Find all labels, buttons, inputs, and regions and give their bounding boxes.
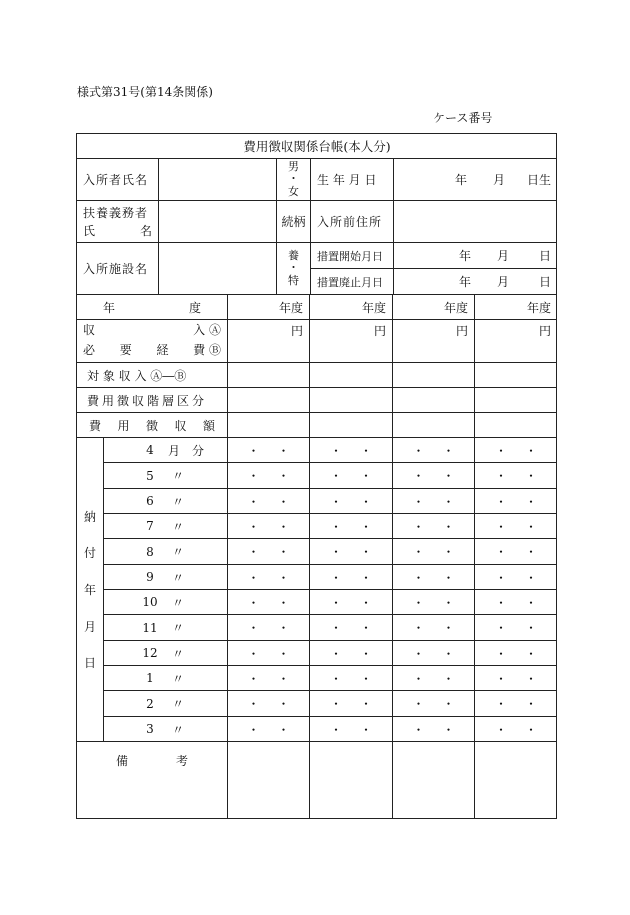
date-separator-dot: ・ [360, 595, 373, 610]
month-number: 12 [142, 646, 158, 660]
expense-label-2: 要 [119, 343, 132, 357]
remarks-col-3[interactable] [392, 741, 474, 819]
resident-name-label: 入所者氏名 [76, 158, 158, 200]
remarks-label-bi: 備 [115, 754, 128, 768]
month-number: 1 [146, 671, 154, 685]
payment-date-cell[interactable] [227, 716, 309, 741]
payment-date-cell[interactable] [227, 614, 309, 640]
month-number: 2 [146, 696, 154, 711]
collection-label-1: 費 [89, 418, 102, 433]
date-separator-dot: ・ [360, 621, 373, 635]
previous-address-label: 入所前住所 [310, 200, 393, 242]
date-separator-dot: ・ [360, 722, 373, 737]
payment-date-cell[interactable] [392, 538, 474, 564]
date-separator-dot: ・ [277, 621, 290, 635]
fiscal-year-label [76, 294, 227, 319]
collection-label-4: 収 [174, 418, 187, 433]
payment-date-cell[interactable] [227, 665, 309, 690]
date-separator-dot: ・ [494, 722, 507, 737]
date-separator-dot: ・ [329, 671, 342, 686]
guardian-name-field[interactable] [158, 200, 276, 242]
date-separator-dot: ・ [412, 697, 425, 711]
payment-month-label [103, 716, 227, 741]
date-separator-dot: ・ [329, 494, 342, 509]
payment-date-cell[interactable] [474, 488, 557, 513]
date-separator-dot: ・ [247, 494, 260, 509]
date-separator-dot: ・ [329, 469, 342, 483]
payment-date-cell[interactable] [309, 564, 392, 589]
support-type-toku: 特 [288, 273, 299, 287]
birth-year-unit: 年 [454, 173, 467, 187]
collection-amount-col-1[interactable] [227, 412, 309, 437]
date-separator-dot: ・ [412, 621, 425, 635]
month-number: 5 [146, 468, 154, 483]
resident-name-field[interactable] [158, 158, 276, 200]
date-separator-dot: ・ [442, 621, 455, 635]
fiscal-year-nen: 年 [103, 300, 116, 315]
date-separator-dot: ・ [442, 697, 455, 711]
date-separator-dot: ・ [412, 519, 425, 534]
ditto-mark: 〃 [172, 469, 185, 483]
payment-label-1: 納 [83, 509, 96, 524]
payment-date-cell[interactable] [227, 513, 309, 538]
ditto-mark: 〃 [172, 494, 185, 509]
date-separator-dot: ・ [360, 519, 373, 534]
date-separator-dot: ・ [247, 621, 260, 635]
date-separator-dot: ・ [442, 722, 455, 737]
date-separator-dot: ・ [277, 697, 290, 711]
date-separator-dot: ・ [442, 545, 455, 559]
ditto-mark: 〃 [172, 621, 185, 635]
payment-month-label [103, 640, 227, 665]
ditto-mark: 〃 [172, 671, 185, 686]
date-separator-dot: ・ [525, 469, 538, 483]
collection-amount-label [76, 412, 227, 437]
date-separator-dot: ・ [277, 595, 290, 610]
guardian-label-line1: 扶養義務者 [83, 205, 149, 220]
date-separator-dot: ・ [494, 570, 507, 585]
measure-start-label: 措置開始月日 [310, 242, 393, 268]
facility-name-field[interactable] [158, 242, 276, 294]
date-separator-dot: ・ [329, 646, 342, 661]
remarks-label [76, 741, 227, 819]
remarks-col-1[interactable] [227, 741, 309, 819]
ledger-table [76, 133, 557, 819]
gender-female: 女 [288, 184, 299, 198]
month-number: 4 [146, 443, 154, 457]
gender-male: 男 [288, 159, 299, 173]
date-separator-dot: ・ [442, 671, 455, 686]
measure-end-year-unit: 年 [458, 275, 471, 289]
payment-month-label [103, 589, 227, 614]
fiscal-year-col-2: 年度 [309, 294, 392, 319]
payment-date-cell[interactable] [392, 665, 474, 690]
date-separator-dot: ・ [494, 697, 507, 711]
date-separator-dot: ・ [525, 671, 538, 686]
measure-end-field[interactable] [393, 268, 557, 294]
payment-date-cell[interactable] [227, 690, 309, 716]
payment-date-cell[interactable] [474, 589, 557, 614]
date-separator-dot: ・ [494, 595, 507, 610]
date-separator-dot: ・ [360, 697, 373, 711]
date-separator-dot: ・ [525, 519, 538, 534]
income-label-shu: 収 [83, 323, 96, 338]
bracket-col-2[interactable] [309, 387, 392, 412]
measure-start-month-unit: 月 [496, 249, 509, 263]
date-separator-dot: ・ [525, 621, 538, 635]
expense-label-3: 経 [156, 343, 169, 357]
ledger-title: 費用徴収関係台帳(本人分) [76, 133, 557, 158]
measure-end-label: 措置廃止月日 [310, 268, 393, 294]
expense-label-4: 費 Ⓑ [193, 343, 221, 357]
facility-name-label: 入所施設名 [76, 242, 158, 294]
date-separator-dot: ・ [412, 494, 425, 509]
date-separator-dot: ・ [329, 697, 342, 711]
date-separator-dot: ・ [277, 646, 290, 661]
date-separator-dot: ・ [412, 469, 425, 483]
payment-date-cell[interactable] [474, 538, 557, 564]
date-separator-dot: ・ [442, 469, 455, 483]
date-separator-dot: ・ [525, 722, 538, 737]
measure-start-field[interactable] [393, 242, 557, 268]
date-separator-dot: ・ [525, 494, 538, 509]
case-number-label: ケース番号 [433, 111, 493, 125]
payment-date-cell[interactable] [392, 690, 474, 716]
payment-month-label [103, 614, 227, 640]
guardian-name-label [76, 200, 158, 242]
payment-label-4: 月 [83, 619, 96, 634]
payment-label-2: 付 [83, 546, 96, 561]
collection-amount-col-3[interactable] [392, 412, 474, 437]
payment-month-label [103, 513, 227, 538]
date-separator-dot: ・ [360, 545, 373, 559]
income-col-4[interactable]: 円 [474, 319, 557, 362]
payment-date-cell[interactable] [309, 488, 392, 513]
remarks-col-2[interactable] [309, 741, 392, 819]
payment-date-cell[interactable] [227, 488, 309, 513]
income-col-1[interactable]: 円 [227, 319, 309, 362]
expense-label-1: 必 [83, 343, 96, 357]
support-type-yo: 養 [288, 248, 299, 262]
date-separator-dot: ・ [360, 671, 373, 686]
payment-date-cell[interactable] [392, 716, 474, 741]
birth-date-field[interactable] [393, 158, 557, 200]
date-separator-dot: ・ [442, 494, 455, 509]
month-number: 7 [146, 519, 154, 533]
ditto-mark: 〃 [172, 570, 185, 585]
payment-date-cell[interactable] [392, 437, 474, 462]
payment-label-3: 年 [83, 582, 96, 597]
date-separator-dot: ・ [277, 469, 290, 483]
month-number: 8 [146, 544, 154, 559]
date-separator-dot: ・ [247, 545, 260, 559]
collection-amount-col-2[interactable] [309, 412, 392, 437]
date-separator-dot: ・ [247, 646, 260, 661]
date-separator-dot: ・ [247, 519, 260, 534]
date-separator-dot: ・ [329, 595, 342, 610]
payment-date-cell[interactable] [474, 665, 557, 690]
payment-date-cell[interactable] [474, 564, 557, 589]
payment-date-cell[interactable] [309, 462, 392, 488]
date-separator-dot: ・ [412, 722, 425, 737]
previous-address-field[interactable] [393, 200, 557, 242]
date-separator-dot: ・ [277, 519, 290, 534]
payment-date-cell[interactable] [227, 640, 309, 665]
ditto-mark: 〃 [172, 697, 185, 711]
payment-date-cell[interactable] [227, 589, 309, 614]
date-separator-dot: ・ [277, 722, 290, 737]
payment-date-cell[interactable] [227, 564, 309, 589]
date-separator-dot: ・ [442, 646, 455, 661]
payment-date-cell[interactable] [227, 462, 309, 488]
payment-date-cell[interactable] [392, 564, 474, 589]
date-separator-dot: ・ [277, 570, 290, 585]
date-separator-dot: ・ [525, 595, 538, 610]
date-separator-dot: ・ [360, 570, 373, 585]
ditto-mark: 〃 [172, 595, 185, 610]
date-separator-dot: ・ [412, 545, 425, 559]
payment-date-cell[interactable] [474, 690, 557, 716]
measure-start-day-unit: 日 [538, 249, 551, 263]
income-col-3[interactable]: 円 [392, 319, 474, 362]
collection-label-5: 額 [202, 418, 215, 433]
date-separator-dot: ・ [360, 469, 373, 483]
payment-month-label [103, 564, 227, 589]
date-separator-dot: ・ [494, 646, 507, 661]
payment-date-cell[interactable] [392, 462, 474, 488]
date-separator-dot: ・ [329, 722, 342, 737]
payment-month-label [103, 462, 227, 488]
guardian-label-shi: 氏 [83, 223, 96, 238]
date-separator-dot: ・ [442, 595, 455, 610]
target-income-col-3[interactable] [392, 362, 474, 387]
remarks-label-ko: 考 [176, 754, 189, 768]
target-income-label: 対 象 収 入 Ⓐ―Ⓑ [76, 362, 227, 387]
date-separator-dot: ・ [329, 519, 342, 534]
payment-date-cell[interactable] [474, 462, 557, 488]
payment-date-cell[interactable] [309, 589, 392, 614]
payment-label-5: 日 [83, 656, 96, 671]
date-separator-dot: ・ [277, 443, 290, 458]
date-separator-dot: ・ [329, 570, 342, 585]
payment-date-cell[interactable] [392, 488, 474, 513]
fiscal-year-do: 度 [188, 300, 201, 315]
payment-date-cell[interactable] [309, 665, 392, 690]
bracket-col-3[interactable] [392, 387, 474, 412]
payment-date-cell[interactable] [309, 513, 392, 538]
date-separator-dot: ・ [525, 697, 538, 711]
date-separator-dot: ・ [247, 722, 260, 737]
income-col-2[interactable]: 円 [309, 319, 392, 362]
collection-amount-col-4[interactable] [474, 412, 557, 437]
measure-start-year-unit: 年 [458, 249, 471, 263]
payment-date-cell[interactable] [392, 640, 474, 665]
remarks-col-4[interactable] [474, 741, 557, 819]
target-income-col-4[interactable] [474, 362, 557, 387]
birth-date-label: 生 年 月 日 [310, 158, 393, 200]
fiscal-year-col-3: 年度 [392, 294, 474, 319]
form-number: 様式第31号(第14条関係) [77, 85, 213, 99]
date-separator-dot: ・ [277, 494, 290, 509]
birth-day-unit: 日生 [526, 173, 551, 187]
payment-date-cell[interactable] [474, 614, 557, 640]
date-separator-dot: ・ [247, 595, 260, 610]
date-separator-dot: ・ [277, 545, 290, 559]
bracket-col-1[interactable] [227, 387, 309, 412]
date-separator-dot: ・ [494, 443, 507, 458]
birth-month-unit: 月 [492, 173, 505, 187]
payment-date-cell[interactable] [227, 538, 309, 564]
date-separator-dot: ・ [247, 443, 260, 458]
payment-month-label [103, 690, 227, 716]
payment-date-cell[interactable] [474, 513, 557, 538]
date-separator-dot: ・ [329, 443, 342, 458]
date-separator-dot: ・ [247, 671, 260, 686]
payment-date-cell[interactable] [474, 437, 557, 462]
date-separator-dot: ・ [442, 519, 455, 534]
payment-date-label [76, 437, 103, 741]
target-income-col-1[interactable] [227, 362, 309, 387]
month-unit-label: 月 分 [168, 443, 205, 458]
measure-end-day-unit: 日 [538, 275, 551, 289]
date-separator-dot: ・ [494, 671, 507, 686]
collection-label-2: 用 [117, 418, 130, 433]
payment-date-cell[interactable] [309, 716, 392, 741]
date-separator-dot: ・ [412, 595, 425, 610]
income-label-nyu: 入 Ⓐ [193, 323, 221, 338]
month-number: 3 [146, 722, 154, 736]
support-type-separator: ・ [288, 261, 299, 275]
date-separator-dot: ・ [525, 545, 538, 559]
payment-date-cell[interactable] [309, 538, 392, 564]
date-separator-dot: ・ [525, 646, 538, 661]
ditto-mark: 〃 [172, 722, 185, 737]
bracket-label: 費用徴収階層区分 [76, 387, 227, 412]
month-number: 11 [142, 620, 158, 635]
ditto-mark: 〃 [172, 646, 185, 661]
date-separator-dot: ・ [360, 443, 373, 458]
payment-date-cell[interactable] [392, 614, 474, 640]
collection-label-3: 徴 [145, 418, 158, 433]
support-type-label [276, 242, 310, 294]
payment-month-label [103, 665, 227, 690]
payment-date-cell[interactable] [227, 437, 309, 462]
payment-date-cell[interactable] [309, 437, 392, 462]
date-separator-dot: ・ [247, 570, 260, 585]
income-expense-label [76, 319, 227, 362]
payment-date-cell[interactable] [392, 589, 474, 614]
bracket-col-4[interactable] [474, 387, 557, 412]
date-separator-dot: ・ [329, 545, 342, 559]
payment-month-label [103, 488, 227, 513]
payment-date-cell[interactable] [474, 640, 557, 665]
date-separator-dot: ・ [494, 469, 507, 483]
payment-month-label [103, 437, 227, 462]
measure-end-month-unit: 月 [496, 275, 509, 289]
relation-label: 続柄 [276, 200, 310, 242]
date-separator-dot: ・ [525, 570, 538, 585]
month-number: 6 [146, 494, 154, 508]
target-income-col-2[interactable] [309, 362, 392, 387]
date-separator-dot: ・ [412, 646, 425, 661]
ditto-mark: 〃 [172, 545, 185, 559]
date-separator-dot: ・ [329, 621, 342, 635]
date-separator-dot: ・ [494, 545, 507, 559]
payment-date-cell[interactable] [392, 513, 474, 538]
fiscal-year-col-4: 年度 [474, 294, 557, 319]
date-separator-dot: ・ [247, 469, 260, 483]
date-separator-dot: ・ [442, 443, 455, 458]
payment-date-cell[interactable] [309, 690, 392, 716]
gender-separator: ・ [288, 172, 299, 186]
date-separator-dot: ・ [277, 671, 290, 686]
month-number: 10 [142, 595, 158, 609]
date-separator-dot: ・ [360, 494, 373, 509]
date-separator-dot: ・ [494, 519, 507, 534]
date-separator-dot: ・ [412, 443, 425, 458]
payment-month-label [103, 538, 227, 564]
date-separator-dot: ・ [494, 494, 507, 509]
ditto-mark: 〃 [172, 519, 185, 534]
date-separator-dot: ・ [412, 671, 425, 686]
payment-date-cell[interactable] [309, 614, 392, 640]
fiscal-year-col-1: 年度 [227, 294, 309, 319]
gender-label [276, 158, 310, 200]
date-separator-dot: ・ [360, 646, 373, 661]
date-separator-dot: ・ [412, 570, 425, 585]
payment-date-cell[interactable] [474, 716, 557, 741]
date-separator-dot: ・ [494, 621, 507, 635]
guardian-label-mei: 名 [139, 223, 152, 238]
date-separator-dot: ・ [442, 570, 455, 585]
date-separator-dot: ・ [247, 697, 260, 711]
payment-date-cell[interactable] [309, 640, 392, 665]
month-number: 9 [146, 570, 154, 584]
date-separator-dot: ・ [525, 443, 538, 458]
